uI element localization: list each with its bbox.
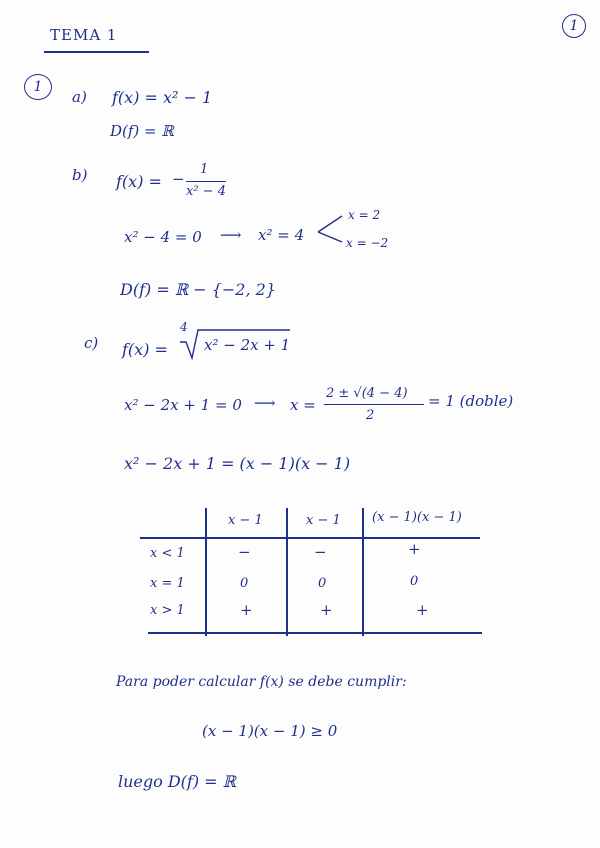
table-row-2-c1: 0	[240, 576, 249, 591]
part-c-label: c)	[84, 334, 99, 352]
table-row-2-c3: 0	[410, 574, 419, 589]
part-c-fraction-bar	[324, 404, 424, 405]
part-c-fraction-numerator: 2 ± √(4 − 4)	[326, 386, 408, 401]
table-bottom-rule	[148, 632, 482, 634]
table-col-rule-2	[286, 508, 288, 636]
part-a-label: a)	[72, 88, 87, 106]
table-col-rule-1	[205, 508, 207, 636]
part-a-function: f(x) = x² − 1	[112, 88, 213, 107]
table-row-1-c1: −	[238, 543, 251, 561]
table-row-3-c2: +	[320, 601, 333, 619]
table-row-1-label: x < 1	[150, 546, 185, 561]
part-c-x-eq: x =	[290, 396, 316, 414]
page-number: 1	[562, 14, 586, 38]
part-c-root-index: 4	[180, 320, 188, 334]
page-title: TEMA 1	[50, 26, 118, 44]
inequality: (x − 1)(x − 1) ≥ 0	[202, 722, 338, 740]
part-a-domain: D(f) = ℝ	[110, 122, 174, 140]
part-b-root-1: x = 2	[348, 208, 381, 222]
part-b-root-2: x = −2	[346, 236, 389, 250]
exercise-number: 1	[24, 74, 52, 100]
table-header-rule	[140, 537, 480, 539]
part-b-equation: x² − 4 = 0	[124, 228, 202, 246]
conclusion: luego D(f) = ℝ	[118, 772, 236, 791]
table-row-1-c3: +	[408, 540, 421, 558]
part-c-equation: x² − 2x + 1 = 0	[124, 396, 242, 414]
part-b-minus: −	[172, 170, 185, 188]
part-b-label: b)	[72, 166, 88, 184]
part-c-fraction-denominator: 2	[366, 408, 375, 423]
table-header-4: (x − 1)(x − 1)	[372, 510, 462, 525]
part-b-denominator: x² − 4	[186, 184, 226, 199]
part-c-result: = 1 (doble)	[428, 392, 514, 410]
part-c-arrow: ⟶	[254, 394, 276, 412]
part-c-factorization: x² − 2x + 1 = (x − 1)(x − 1)	[124, 454, 351, 473]
table-row-3-c1: +	[240, 601, 253, 619]
part-b-domain: D(f) = ℝ − {−2, 2}	[120, 280, 276, 299]
part-b-function-lhs: f(x) =	[116, 172, 162, 191]
table-row-3-label: x > 1	[150, 603, 185, 618]
table-row-1-c2: −	[314, 543, 327, 561]
table-col-rule-3	[362, 508, 364, 636]
part-b-x-squared: x² = 4	[258, 226, 305, 244]
part-b-numerator: 1	[200, 162, 209, 177]
condition-text: Para poder calcular f(x) se debe cumplir:	[116, 674, 407, 690]
part-c-radicand: x² − 2x + 1	[204, 336, 291, 354]
table-row-3-c3: +	[416, 601, 429, 619]
table-header-2: x − 1	[228, 513, 263, 528]
part-c-function-lhs: f(x) =	[122, 340, 168, 359]
table-row-2-label: x = 1	[150, 576, 185, 591]
part-b-arrow: ⟶	[220, 226, 242, 244]
table-header-3: x − 1	[306, 513, 341, 528]
table-row-2-c2: 0	[318, 576, 327, 591]
